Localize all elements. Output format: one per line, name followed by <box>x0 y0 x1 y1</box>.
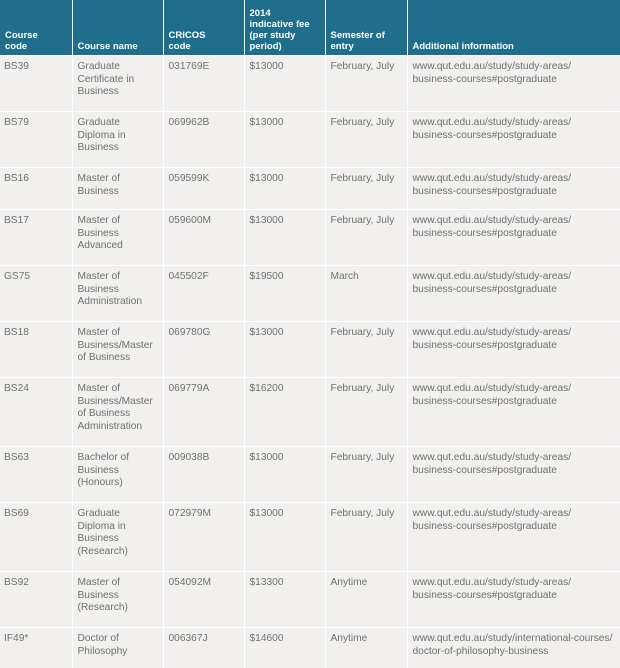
course-name-line: Business <box>78 86 158 99</box>
course-name-line: Master of <box>78 327 158 340</box>
additional-info-cell <box>407 266 620 322</box>
info-link-line[interactable]: www.qut.edu.au/study/study-areas/ <box>413 508 616 521</box>
info-link-line[interactable]: business-courses#postgraduate <box>413 284 616 297</box>
additional-info-cell <box>407 572 620 628</box>
header-label-line: code <box>169 41 239 52</box>
table-header <box>0 0 620 56</box>
cricos-code-cell: 006367J <box>163 628 244 668</box>
table-row <box>0 503 620 572</box>
table-row <box>0 628 620 668</box>
course-name-line: Diploma in <box>78 521 158 534</box>
course-name-cell <box>72 572 163 628</box>
table-row <box>0 266 620 322</box>
header-label-line: Course name <box>78 41 158 52</box>
course-code-cell: BS79 <box>0 112 72 168</box>
fee-cell: $19500 <box>244 266 325 322</box>
info-link-line[interactable]: business-courses#postgraduate <box>413 396 616 409</box>
additional-info-cell <box>407 447 620 503</box>
additional-info-cell <box>407 210 620 266</box>
header-course-name <box>72 0 163 56</box>
course-name-line: Diploma in <box>78 130 158 143</box>
info-link-line[interactable]: business-courses#postgraduate <box>413 521 616 534</box>
header-label-line: Course <box>5 30 67 41</box>
info-link-line[interactable]: business-courses#postgraduate <box>413 590 616 603</box>
course-name-line: Business <box>78 465 158 478</box>
table-row <box>0 572 620 628</box>
course-name-line: of Business <box>78 352 158 365</box>
info-link-line[interactable]: www.qut.edu.au/study/study-areas/ <box>413 61 616 74</box>
table-row <box>0 168 620 210</box>
info-link-line[interactable]: business-courses#postgraduate <box>413 130 616 143</box>
info-link-line[interactable]: doctor-of-philosophy-business <box>413 646 616 659</box>
course-name-line: Master of <box>78 383 158 396</box>
semester-cell: February, July <box>325 378 407 447</box>
course-name-cell <box>72 503 163 572</box>
additional-info-cell <box>407 378 620 447</box>
course-name-line: Advanced <box>78 240 158 253</box>
course-name-line: (Research) <box>78 602 158 615</box>
fee-cell: $13000 <box>244 503 325 572</box>
course-name-cell <box>72 628 163 668</box>
course-name-line: Bachelor of <box>78 452 158 465</box>
header-course-code <box>0 0 72 56</box>
info-link-line[interactable]: www.qut.edu.au/study/study-areas/ <box>413 577 616 590</box>
course-code-cell: BS69 <box>0 503 72 572</box>
header-row <box>0 0 620 56</box>
semester-cell: February, July <box>325 168 407 210</box>
table-row <box>0 210 620 266</box>
additional-info-cell <box>407 628 620 668</box>
table-row <box>0 378 620 447</box>
header-label-line: (per study <box>250 30 320 41</box>
course-code-cell: BS63 <box>0 447 72 503</box>
course-name-line: Administration <box>78 296 158 309</box>
course-name-line: Business <box>78 142 158 155</box>
cricos-code-cell: 031769E <box>163 56 244 112</box>
info-link-line[interactable]: www.qut.edu.au/study/study-areas/ <box>413 271 616 284</box>
info-link-line[interactable]: business-courses#postgraduate <box>413 465 616 478</box>
cricos-code-cell: 059599K <box>163 168 244 210</box>
course-name-line: Master of <box>78 271 158 284</box>
fee-cell: $13000 <box>244 447 325 503</box>
additional-info-cell <box>407 503 620 572</box>
course-code-cell: BS16 <box>0 168 72 210</box>
course-code-cell: BS92 <box>0 572 72 628</box>
semester-cell: March <box>325 266 407 322</box>
course-name-line: Master of <box>78 173 158 186</box>
table-row <box>0 322 620 378</box>
cricos-code-cell: 045502F <box>163 266 244 322</box>
info-link-line[interactable]: business-courses#postgraduate <box>413 228 616 241</box>
info-link-line[interactable]: business-courses#postgraduate <box>413 74 616 87</box>
course-name-line: Business <box>78 284 158 297</box>
course-name-line: Business <box>78 186 158 199</box>
course-code-cell: BS24 <box>0 378 72 447</box>
additional-info-cell <box>407 56 620 112</box>
semester-cell: February, July <box>325 112 407 168</box>
info-link-line[interactable]: www.qut.edu.au/study/study-areas/ <box>413 452 616 465</box>
cricos-code-cell: 069962B <box>163 112 244 168</box>
course-name-line: (Honours) <box>78 477 158 490</box>
info-link-line[interactable]: business-courses#postgraduate <box>413 340 616 353</box>
additional-info-cell <box>407 168 620 210</box>
header-label-line: CRICOS <box>169 30 239 41</box>
course-name-line: Graduate <box>78 508 158 521</box>
additional-info-cell <box>407 322 620 378</box>
course-name-cell <box>72 112 163 168</box>
cricos-code-cell: 069779A <box>163 378 244 447</box>
header-indicative-fee <box>244 0 325 56</box>
cricos-code-cell: 054092M <box>163 572 244 628</box>
table-row <box>0 56 620 112</box>
course-name-line: Business/Master <box>78 396 158 409</box>
header-label-line: period) <box>250 41 320 52</box>
fee-cell: $13000 <box>244 168 325 210</box>
semester-cell: February, July <box>325 56 407 112</box>
info-link-line[interactable]: www.qut.edu.au/study/study-areas/ <box>413 383 616 396</box>
semester-cell: Anytime <box>325 628 407 668</box>
course-code-cell: BS17 <box>0 210 72 266</box>
course-name-line: of Business <box>78 408 158 421</box>
semester-cell: Anytime <box>325 572 407 628</box>
header-semester-of-entry <box>325 0 407 56</box>
header-label-line: Semester of <box>331 30 402 41</box>
fee-cell: $13000 <box>244 322 325 378</box>
course-name-cell <box>72 56 163 112</box>
course-code-cell: GS75 <box>0 266 72 322</box>
course-name-cell <box>72 168 163 210</box>
cricos-code-cell: 059600M <box>163 210 244 266</box>
course-name-cell <box>72 447 163 503</box>
table-row <box>0 447 620 503</box>
cricos-code-cell: 009038B <box>163 447 244 503</box>
table-body <box>0 56 620 668</box>
course-name-line: Business <box>78 533 158 546</box>
header-label-line: Additional information <box>413 41 616 52</box>
cricos-code-cell: 072979M <box>163 503 244 572</box>
fee-cell: $13000 <box>244 112 325 168</box>
header-label-line: code <box>5 41 67 52</box>
header-label-line: entry <box>331 41 402 52</box>
course-name-line: Graduate <box>78 117 158 130</box>
semester-cell: February, July <box>325 447 407 503</box>
course-name-line: Business <box>78 228 158 241</box>
course-code-cell: BS39 <box>0 56 72 112</box>
cricos-code-cell: 069780G <box>163 322 244 378</box>
semester-cell: February, July <box>325 503 407 572</box>
fee-cell: $13000 <box>244 210 325 266</box>
semester-cell: February, July <box>325 322 407 378</box>
course-name-line: Business <box>78 590 158 603</box>
course-name-line: Graduate <box>78 61 158 74</box>
course-name-line: (Research) <box>78 546 158 559</box>
info-link-line[interactable]: business-courses#postgraduate <box>413 186 616 199</box>
semester-cell: February, July <box>325 210 407 266</box>
course-name-line: Master of <box>78 577 158 590</box>
course-name-cell <box>72 266 163 322</box>
fee-cell: $16200 <box>244 378 325 447</box>
course-name-cell <box>72 378 163 447</box>
additional-info-cell <box>407 112 620 168</box>
fee-cell: $14600 <box>244 628 325 668</box>
course-code-cell: BS18 <box>0 322 72 378</box>
course-name-line: Business/Master <box>78 340 158 353</box>
course-name-line: Philosophy <box>78 646 158 659</box>
header-label-line: 2014 <box>250 8 320 19</box>
course-name-line: Master of <box>78 215 158 228</box>
header-additional-information <box>407 0 620 56</box>
info-link-line[interactable]: www.qut.edu.au/study/study-areas/ <box>413 215 616 228</box>
info-link-line[interactable]: www.qut.edu.au/study/study-areas/ <box>413 327 616 340</box>
fee-cell: $13000 <box>244 56 325 112</box>
info-link-line[interactable]: www.qut.edu.au/study/international-courses/ <box>413 633 616 646</box>
info-link-line[interactable]: www.qut.edu.au/study/study-areas/ <box>413 173 616 186</box>
course-name-line: Certificate in <box>78 74 158 87</box>
course-name-line: Administration <box>78 421 158 434</box>
fee-cell: $13300 <box>244 572 325 628</box>
table-row <box>0 112 620 168</box>
info-link-line[interactable]: www.qut.edu.au/study/study-areas/ <box>413 117 616 130</box>
course-name-cell <box>72 322 163 378</box>
course-name-line: Doctor of <box>78 633 158 646</box>
header-cricos-code <box>163 0 244 56</box>
course-name-cell <box>72 210 163 266</box>
course-code-cell: IF49* <box>0 628 72 668</box>
header-label-line: indicative fee <box>250 19 320 30</box>
